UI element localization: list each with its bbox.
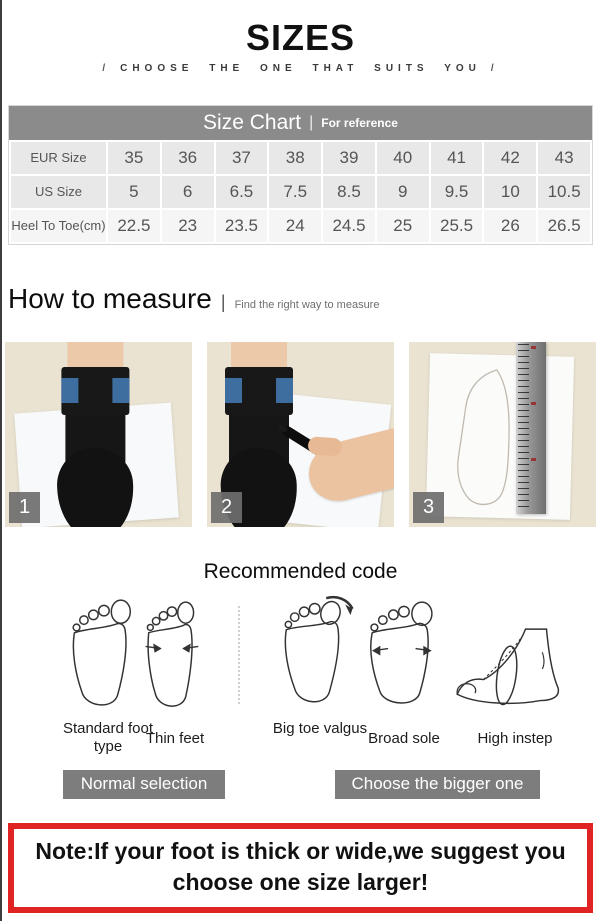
step-badge-3: 3 xyxy=(413,492,444,523)
size-chart-title: Size Chart xyxy=(203,110,302,134)
group-divider xyxy=(238,606,240,704)
step-badge-2: 2 xyxy=(211,492,242,523)
us-size-value: 10.5 xyxy=(538,176,590,208)
us-size-value: 8.5 xyxy=(323,176,375,208)
us-size-value: 6.5 xyxy=(216,176,268,208)
size-chart-note: For reference xyxy=(321,115,398,130)
heel-toe-value: 23.5 xyxy=(216,210,268,242)
ruler-numbers xyxy=(531,346,536,512)
standard-foot-icon xyxy=(66,598,144,716)
size-note-box xyxy=(8,823,593,913)
step-badge-1: 1 xyxy=(9,492,40,523)
eur-size-value: 40 xyxy=(377,142,429,174)
measure-step-photo-1 xyxy=(5,342,192,527)
foot-type-label-thin: Thin feet xyxy=(145,729,205,747)
left-edge-border xyxy=(0,0,2,921)
foot-type-label-broad: Broad sole xyxy=(368,729,440,747)
foot-type-diagrams xyxy=(0,594,601,762)
steel-ruler xyxy=(516,342,546,514)
how-to-measure-title: How to measure xyxy=(8,282,212,314)
us-size-value: 9.5 xyxy=(431,176,483,208)
choose-bigger-label: Choose the bigger one xyxy=(335,770,540,799)
leg-skin xyxy=(231,342,287,369)
heel-toe-value: 26 xyxy=(484,210,536,242)
high-instep-icon xyxy=(452,622,578,714)
foot-type-label-instep: High instep xyxy=(477,729,553,747)
heel-toe-value: 24 xyxy=(269,210,321,242)
row-label-heel-toe: Heel To Toe(cm) xyxy=(11,210,106,242)
title-block xyxy=(0,0,601,74)
hand-thumb xyxy=(307,436,342,456)
eur-size-value: 43 xyxy=(538,142,590,174)
big-toe-valgus-icon xyxy=(281,594,361,716)
eur-size-value: 35 xyxy=(108,142,160,174)
sock-foot-photo xyxy=(50,342,140,527)
foot-type-label-valgus: Big toe valgus xyxy=(272,719,368,737)
thin-feet-icon xyxy=(142,600,204,716)
page-title: SIZES xyxy=(245,17,356,58)
paper-sheet xyxy=(426,353,574,520)
normal-selection-label: Normal selection xyxy=(63,770,225,799)
subtitle-slash-right: / xyxy=(490,62,499,74)
row-label-us: US Size xyxy=(11,176,106,208)
size-chart-divider: | xyxy=(309,113,314,131)
note-line-2: choose one size larger! xyxy=(172,868,429,895)
how-to-measure-header xyxy=(8,283,593,315)
size-chart-table xyxy=(8,105,593,245)
how-to-measure-subtitle: Find the right way to measure xyxy=(234,298,380,311)
size-chart-header xyxy=(9,106,592,140)
ruler-ticks xyxy=(518,344,529,512)
recommendation-buttons xyxy=(0,770,601,799)
us-size-value: 9 xyxy=(377,176,429,208)
foot-type-label-standard: Standard foot type xyxy=(62,719,154,756)
eur-size-value: 37 xyxy=(216,142,268,174)
heel-toe-value: 26.5 xyxy=(538,210,590,242)
subtitle-text: CHOOSE THE ONE THAT SUITS YOU xyxy=(120,62,481,74)
us-size-value: 7.5 xyxy=(269,176,321,208)
leg-skin xyxy=(67,342,123,369)
recommended-code-title: Recommended code xyxy=(203,559,398,583)
note-line-1: Note:If your foot is thick or wide,we suggest you xyxy=(35,837,566,864)
measure-step-photos xyxy=(0,342,601,527)
how-to-measure-divider: | xyxy=(220,291,226,312)
eur-size-value: 42 xyxy=(484,142,536,174)
heel-toe-value: 25.5 xyxy=(431,210,483,242)
page-subtitle xyxy=(0,63,601,74)
heel-toe-value: 22.5 xyxy=(108,210,160,242)
row-label-eur: EUR Size xyxy=(11,142,106,174)
measure-step-photo-3 xyxy=(409,342,596,527)
sock-cuff xyxy=(61,367,129,415)
eur-size-value: 41 xyxy=(431,142,483,174)
us-size-value: 5 xyxy=(108,176,160,208)
eur-size-value: 38 xyxy=(269,142,321,174)
us-size-value: 10 xyxy=(484,176,536,208)
measure-step-photo-2 xyxy=(207,342,394,527)
heel-toe-value: 25 xyxy=(377,210,429,242)
size-chart-grid xyxy=(9,140,592,244)
us-size-value: 6 xyxy=(162,176,214,208)
heel-toe-value: 23 xyxy=(162,210,214,242)
subtitle-slash-left: / xyxy=(102,62,111,74)
eur-size-value: 39 xyxy=(323,142,375,174)
eur-size-value: 36 xyxy=(162,142,214,174)
broad-sole-icon xyxy=(363,600,447,714)
heel-toe-value: 24.5 xyxy=(323,210,375,242)
sock-cuff xyxy=(225,367,293,415)
